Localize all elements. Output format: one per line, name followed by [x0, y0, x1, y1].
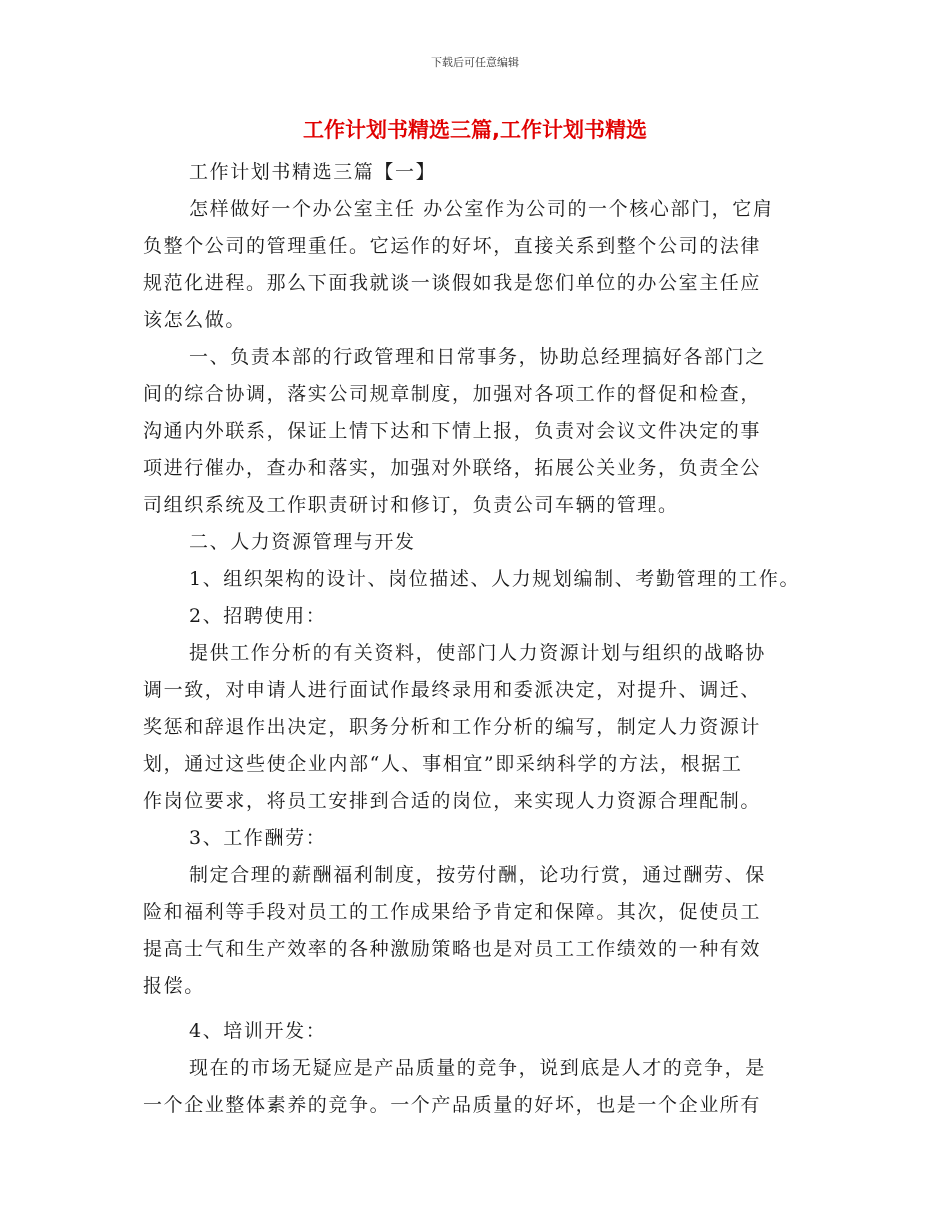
paragraph-line: 该怎么做。: [143, 309, 247, 331]
paragraph-line: 提高士气和生产效率的各种激励策略也是对员工工作绩效的一种有效: [143, 938, 762, 960]
paragraph-line: 划，通过这些使企业内部“人、事相宜”即采纳科学的方法，根据工: [143, 753, 743, 775]
paragraph-line: 作岗位要求，将员工安排到合适的岗位，来实现人力资源合理配制。: [143, 790, 762, 812]
paragraph-line: 报偿。: [143, 975, 205, 997]
document-body: [143, 154, 823, 1124]
section-heading: 二、人力资源管理与开发: [189, 531, 416, 553]
paragraph-line: 项进行催办，查办和落实，加强对外联络，拓展公关业务，负责全公: [143, 457, 762, 479]
document-title: 工作计划书精选三篇,工作计划书精选: [303, 118, 647, 142]
paragraph-line: 间的综合协调，落实公司规章制度，加强对各项工作的督促和检查，: [143, 383, 762, 405]
paragraph-line: 险和福利等手段对员工的工作成果给予肯定和保障。其次，促使员工: [143, 901, 762, 923]
list-item: 1、组织架构的设计、岗位描述、人力规划编制、考勤管理的工作。: [189, 568, 801, 590]
paragraph-line: 一、负责本部的行政管理和日常事务，协助总经理搞好各部门之: [189, 346, 766, 368]
paragraph-line: 现在的市场无疑应是产品质量的竞争，说到底是人才的竞争，是: [189, 1057, 766, 1079]
list-item: 3、工作酬劳：: [189, 827, 327, 849]
list-item: 2、招聘使用：: [189, 605, 327, 627]
paragraph-line: 沟通内外联系，保证上情下达和下情上报，负责对会议文件决定的事: [143, 420, 762, 442]
header-note: 下载后可任意编辑: [431, 56, 519, 69]
paragraph-line: 奖惩和辞退作出决定，职务分析和工作分析的编写，制定人力资源计: [143, 716, 762, 738]
list-item: 4、培训开发：: [189, 1020, 327, 1042]
paragraph-line: 负整个公司的管理重任。它运作的好坏，直接关系到整个公司的法律: [143, 235, 762, 257]
paragraph-line: 怎样做好一个办公室主任 办公室作为公司的一个核心部门，它肩: [189, 198, 774, 220]
paragraph-line: 制定合理的薪酬福利制度，按劳付酬，论功行赏，通过酬劳、保: [189, 864, 766, 886]
paragraph-line: 规范化进程。那么下面我就谈一谈假如我是您们单位的办公室主任应: [143, 272, 762, 294]
paragraph-line: 司组织系统及工作职责研讨和修订，负责公司车辆的管理。: [143, 494, 679, 516]
paragraph-line: 调一致，对申请人进行面试作最终录用和委派决定，对提升、调迁、: [143, 679, 762, 701]
paragraph-line: 一个企业整体素养的竞争。一个产品质量的好坏，也是一个企业所有: [143, 1094, 762, 1116]
section-heading: 工作计划书精选三篇【一】: [189, 161, 437, 183]
spacer: [143, 1005, 823, 1013]
paragraph-line: 提供工作分析的有关资料，使部门人力资源计划与组织的战略协: [189, 642, 766, 664]
